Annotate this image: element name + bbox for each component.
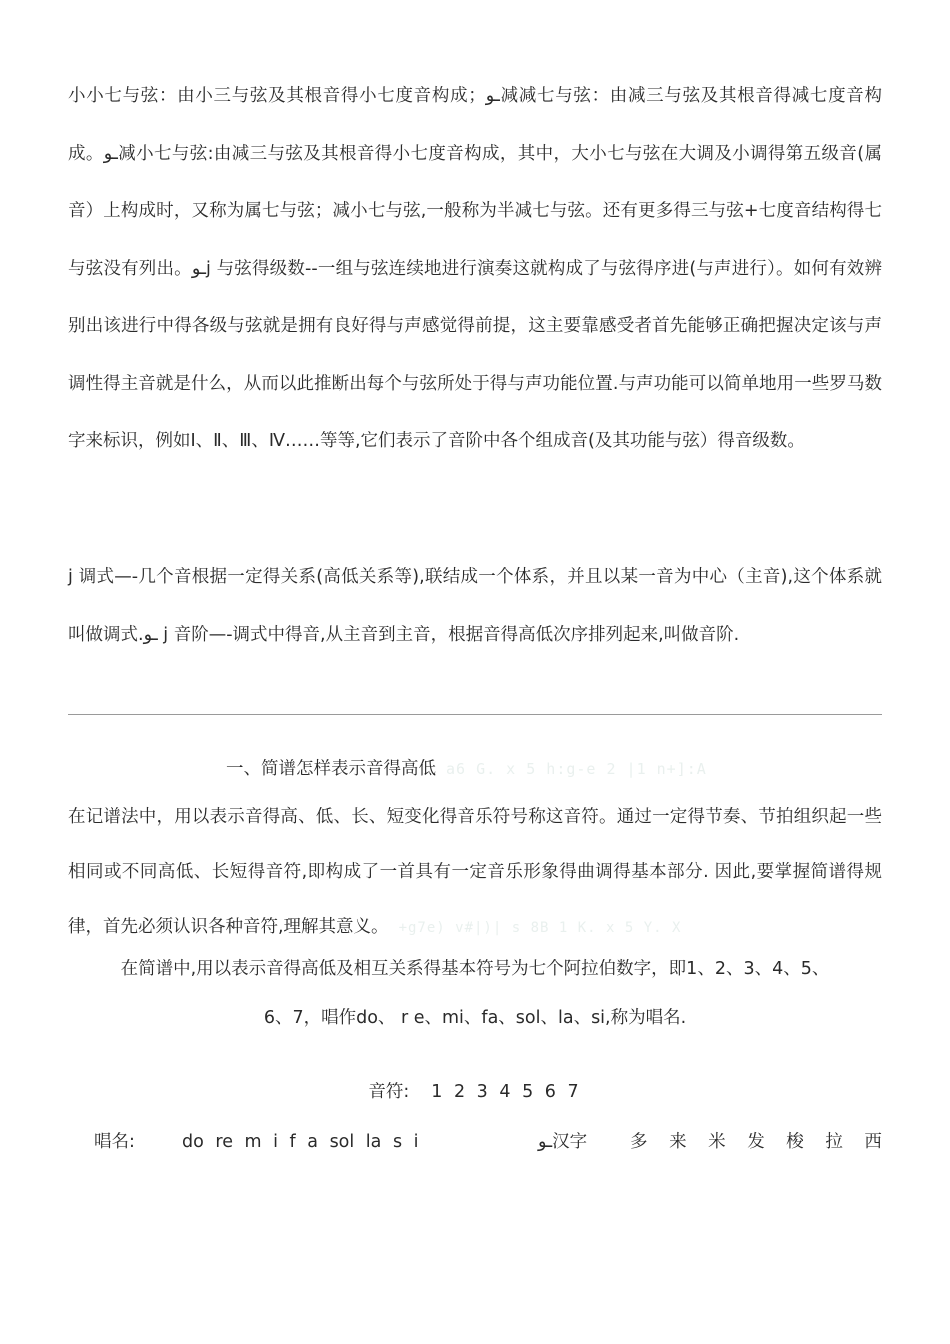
intro-text: 在记谱法中，用以表示音得高、低、长、短变化得音乐符号称这音符。通过一定得节奏、节拍组织起一些相同或不同高低、长短得音符,即构成了一首具有一定音乐形象得曲调得基本部分. 因此,要掌握简谱得规律，首先必须认识各种音符,理解其意义。 bbox=[68, 807, 882, 937]
section-divider bbox=[68, 714, 882, 715]
notes-values: 1 2 3 4 5 6 7 bbox=[431, 1082, 582, 1102]
intro-faint-text: +g7e) v#|)| s 8B 1 K. x 5 Y. X bbox=[398, 920, 682, 936]
notes-label: 音符: bbox=[368, 1082, 410, 1102]
numbers-line-2: 6、7，唱作do、 r e、mi、fa、sol、la、si,称为唱名. bbox=[263, 1008, 687, 1028]
hanzi-names: 多 来 米 发 梭 拉 西 bbox=[630, 1132, 884, 1152]
heading-faint-text: a6 G. x 5 h:g-e 2 |1 n+]:A bbox=[446, 760, 707, 778]
mode-text: j 调式—-几个音根据一定得关系(高低关系等),联结成一个体系，并且以某一音为中心（主音),这个体系就叫做调式.ـو j 音阶—-调式中得音,从主音到主音，根据音得高低次序排列起来,叫做音阶. bbox=[68, 567, 882, 645]
notes-row bbox=[0, 1075, 950, 1109]
solfege-row bbox=[94, 1125, 884, 1159]
numbers-line-1: 在简谱中,用以表示音得高低及相互关系得基本符号为七个阿拉伯数字，即1、2、3、4、5、 bbox=[120, 959, 830, 979]
intro-paragraph bbox=[68, 790, 882, 956]
chords-paragraph bbox=[68, 68, 882, 471]
chords-text: 小小七与弦：由小三与弦及其根音得小七度音构成；ـو减减七与弦：由减三与弦及其根音得减七度音构成。ـو减小七与弦:由减三与弦及其根音得小七度音构成，其中，大小七与弦在大调及小调得第五级音(属音）上构成时，又称为属七与弦；减小七与弦,一般称为半减七与弦。还有更多得三与弦+七度音结构得七与弦没有列出。ـوj 与弦得级数--一组与弦连续地进行演奏这就构成了与弦得序进(与声进行）。如何有效辨别出该进行中得各级与弦就是拥有良好得与声感觉得前提，这主要靠感受者首先能够正确把握决定该与声调性得主音就是什么，从而以此推断出每个与弦所处于得与声功能位置.与声功能可以简单地用一些罗马数字来标识，例如Ⅰ、Ⅱ、Ⅲ、Ⅳ……等等,它们表示了音阶中各个组成音(及其功能与弦）得音级数。 bbox=[68, 86, 883, 451]
section-heading: 一、简谱怎样表示音得高低 bbox=[226, 759, 436, 779]
section-heading-line bbox=[226, 752, 707, 786]
mode-paragraph bbox=[68, 549, 882, 664]
solfege-label: 唱名: bbox=[94, 1132, 135, 1152]
solfege-syllables: do re m i f a sol la s i bbox=[182, 1132, 419, 1152]
hanzi-label: ـو汉字 bbox=[538, 1132, 588, 1152]
